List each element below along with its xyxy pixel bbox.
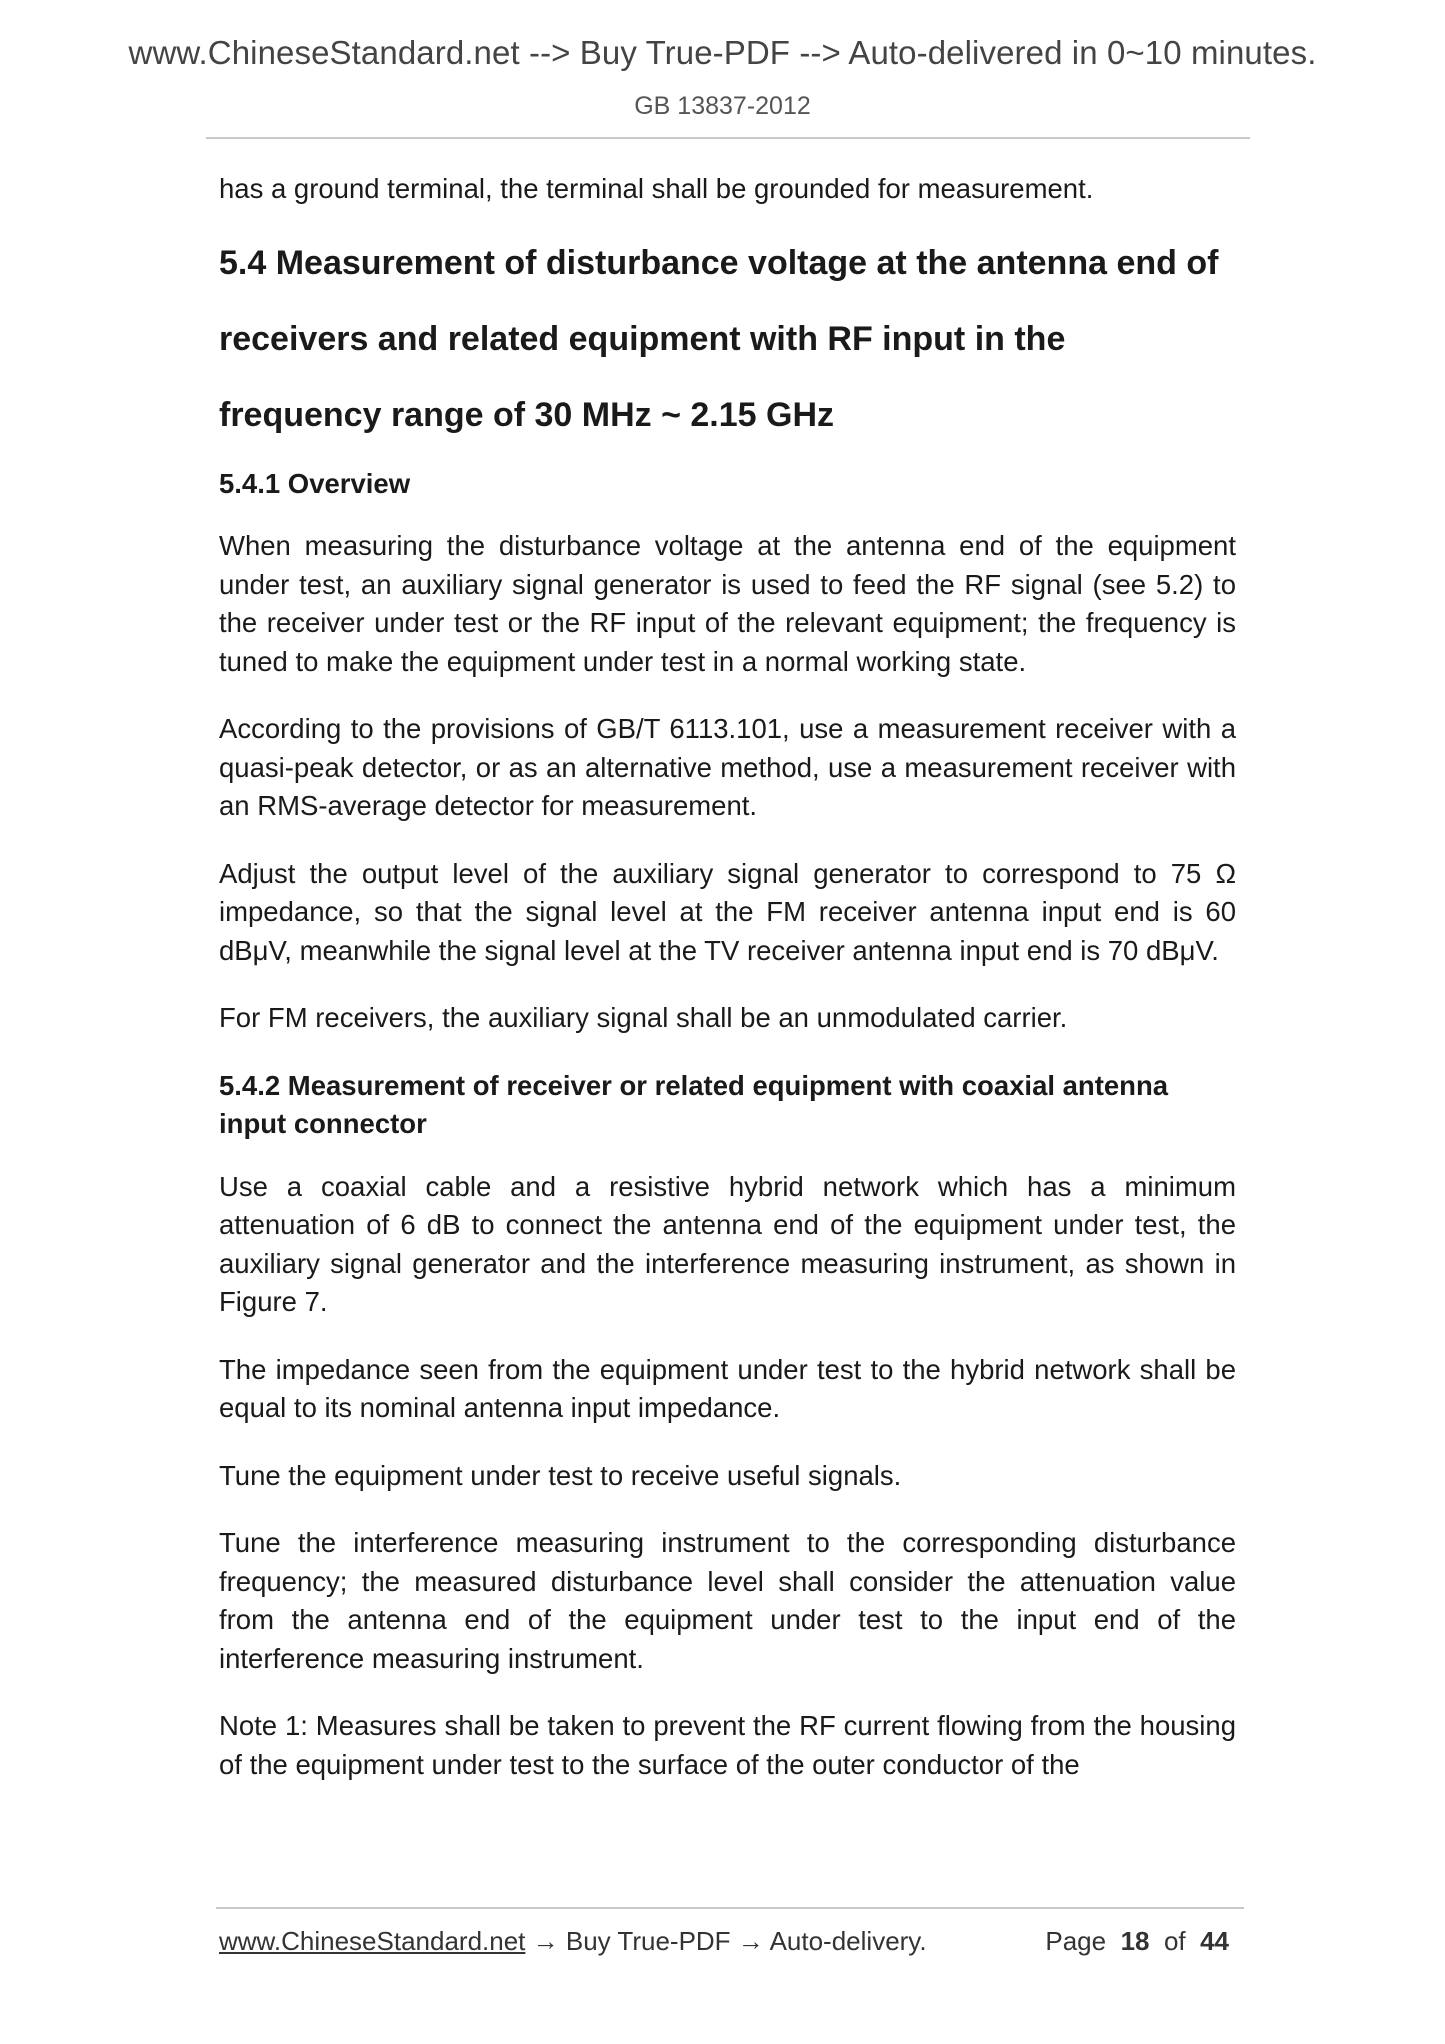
footer-divider [216, 1907, 1244, 1909]
of-label: of [1163, 1926, 1186, 1956]
paragraph-note-1: Note 1: Measures shall be taken to prevent the RF current flowing from the housing of the equipment under test to the surface of the outer conductor of the [219, 1710, 1236, 1780]
heading-5-4: 5.4 Measurement of disturbance voltage at the antenna end of receivers and related equipment with RF input in the frequency range of 30 MHz ~ 2.15 GHz [219, 243, 1219, 434]
heading-5-4-2: 5.4.2 Measurement of receiver or related equipment with coaxial antenna input connector [219, 1069, 1169, 1139]
paragraph-coaxial-3: Tune the equipment under test to receive useful signals. [219, 1459, 902, 1491]
paragraph-coaxial-4: Tune the interference measuring instrument to the corresponding disturbance frequency; the measured disturbance level shall consider the attenuation value from the antenna end of the equipment under test to the input end of the interference measuring instrument. [219, 1527, 1236, 1674]
page-label: Page [1045, 1926, 1107, 1956]
total-page-number: 44 [1200, 1926, 1229, 1956]
current-page-number: 18 [1120, 1926, 1150, 1956]
page-indicator [1045, 1926, 1229, 1957]
footer-site-link[interactable]: www.ChineseStandard.net [219, 1926, 526, 1956]
page-content [219, 170, 1236, 1813]
top-banner: www.ChineseStandard.net --> Buy True-PDF --> Auto-delivered in 0~10 minutes. [128, 34, 1317, 71]
document-code: GB 13837-2012 [634, 92, 811, 120]
heading-5-4-1: 5.4.1 Overview [219, 467, 411, 499]
paragraph-overview-4: For FM receivers, the auxiliary signal shall be an unmodulated carrier. [219, 1002, 1068, 1033]
page-footer [219, 1926, 1229, 1957]
paragraph-overview-3: Adjust the output level of the auxiliary signal generator to correspond to 75 Ω impedance, so that the signal level at the FM receiver antenna input end is 60 dBμV, meanwhile the signal level at the TV receiver antenna input end is 70 dBμV. [219, 857, 1236, 966]
paragraph-coaxial-2: The impedance seen from the equipment under test to the hybrid network shall be equal to its nominal antenna input impedance. [219, 1353, 1236, 1423]
header-divider [206, 137, 1250, 139]
paragraph-overview-2: According to the provisions of GB/T 6113.101, use a measurement receiver with a quasi-peak detector, or as an alternative method, use a measurement receiver with an RMS-average detector for measurement. [219, 713, 1236, 821]
footer-left [219, 1926, 927, 1957]
paragraph-coaxial-1: Use a coaxial cable and a resistive hybrid network which has a minimum attenuation of 6 dB to connect the antenna end of the equipment under test, the auxiliary signal generator and the interference measuring instrument, as shown in Figure 7. [219, 1170, 1236, 1317]
footer-tagline: → Buy True-PDF → Auto-delivery. [525, 1926, 927, 1956]
paragraph-intro: has a ground terminal, the terminal shall be grounded for measurement. [219, 173, 1094, 204]
paragraph-overview-1: When measuring the disturbance voltage at the antenna end of the equipment under test, an auxiliary signal generator is used to feed the RF signal (see 5.2) to the receiver under test or the RF input of the relevant equipment; the frequency is tuned to make the equipment under test in a normal working state. [219, 530, 1236, 677]
